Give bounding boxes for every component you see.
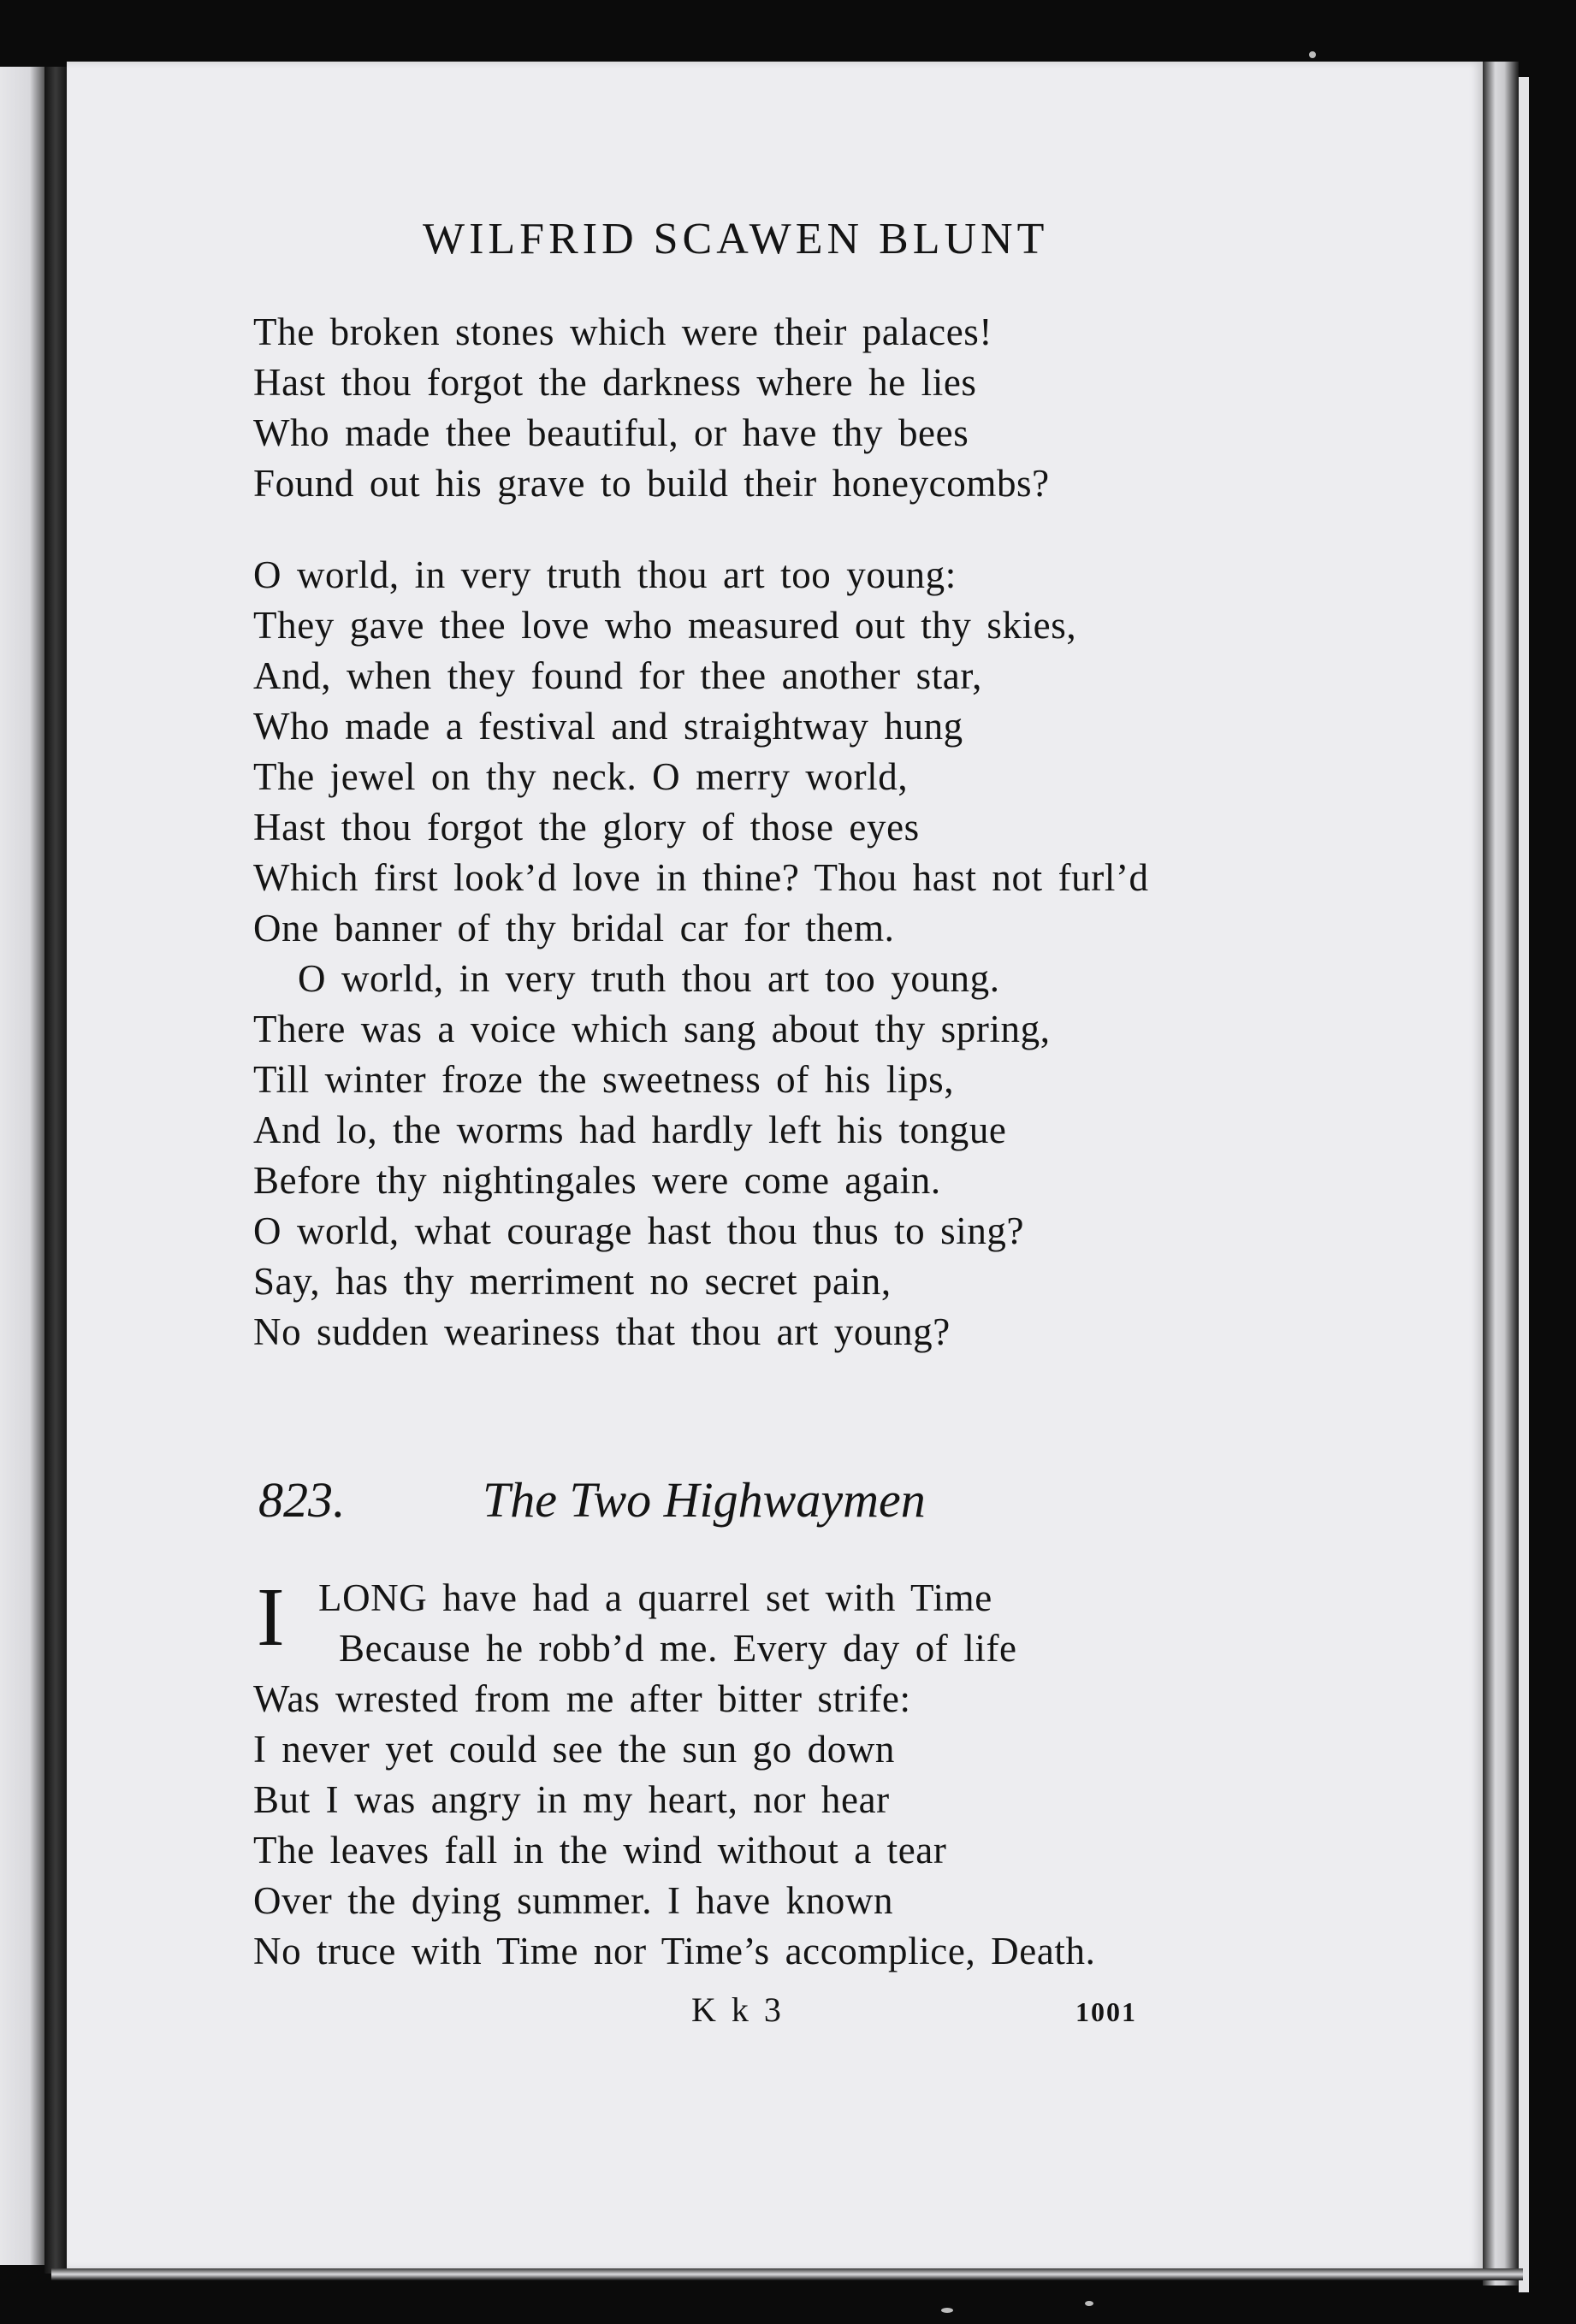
signature-mark: K k 3: [691, 1990, 785, 2029]
poem-line: Before thy nightingales were come again.: [253, 1159, 941, 1202]
poem-line: O world, in very truth thou art too young:: [253, 553, 957, 596]
poem-line: Which first look’d love in thine? Thou hast not furl’d: [253, 856, 1149, 899]
poem-line: And, when they found for thee another star,: [253, 654, 983, 697]
poem-line: Found out his grave to build their honeycombs?: [253, 462, 1050, 505]
poem-line: Who made thee beautiful, or have thy bees: [253, 411, 969, 454]
poem-line: The leaves fall in the wind without a tear: [253, 1829, 947, 1872]
poem-line: Say, has thy merriment no secret pain,: [253, 1260, 892, 1303]
poem-line: There was a voice which sang about thy spring,: [253, 1008, 1051, 1050]
poem-line: LONG have had a quarrel set with Time: [318, 1576, 992, 1619]
poem-line: They gave thee love who measured out thy skies,: [253, 604, 1077, 647]
poem-line: Till winter froze the sweetness of his lips,: [253, 1058, 955, 1101]
poem-line: And lo, the worms had hardly left his tongue: [253, 1109, 1007, 1151]
poem-heading: [258, 1471, 926, 1529]
poem-number: 823.: [258, 1472, 346, 1528]
poem-line: No truce with Time nor Time’s accomplice, Death.: [253, 1930, 1096, 1972]
poem-line: No sudden weariness that thou art young?: [253, 1310, 951, 1353]
poem-line: Who made a festival and straightway hung: [253, 705, 963, 748]
poem-line: The jewel on thy neck. O merry world,: [253, 755, 909, 798]
running-head: WILFRID SCAWEN BLUNT: [423, 215, 1049, 263]
poem-line: Hast thou forgot the darkness where he lies: [253, 361, 977, 404]
poem-title: The Two Highwaymen: [483, 1472, 926, 1528]
poem-line: One banner of thy bridal car for them.: [253, 907, 895, 949]
poem-line: O world, what courage hast thou thus to sing?: [253, 1209, 1025, 1252]
page-number: 1001: [1075, 1996, 1137, 2027]
poem-line: But I was angry in my heart, nor hear: [253, 1778, 890, 1821]
poem-line: Hast thou forgot the glory of those eyes: [253, 806, 920, 849]
poem-line: Was wrested from me after bitter strife:: [253, 1677, 911, 1720]
poem-line: The broken stones which were their palaces!: [253, 310, 992, 353]
poem-line: Over the dying summer. I have known: [253, 1879, 894, 1922]
poem-line: Because he robb’d me. Every day of life: [339, 1627, 1017, 1670]
poem-line: O world, in very truth thou art too young.: [298, 957, 1000, 1000]
poem-line: I never yet could see the sun go down: [253, 1728, 896, 1771]
drop-cap: I: [257, 1571, 285, 1664]
